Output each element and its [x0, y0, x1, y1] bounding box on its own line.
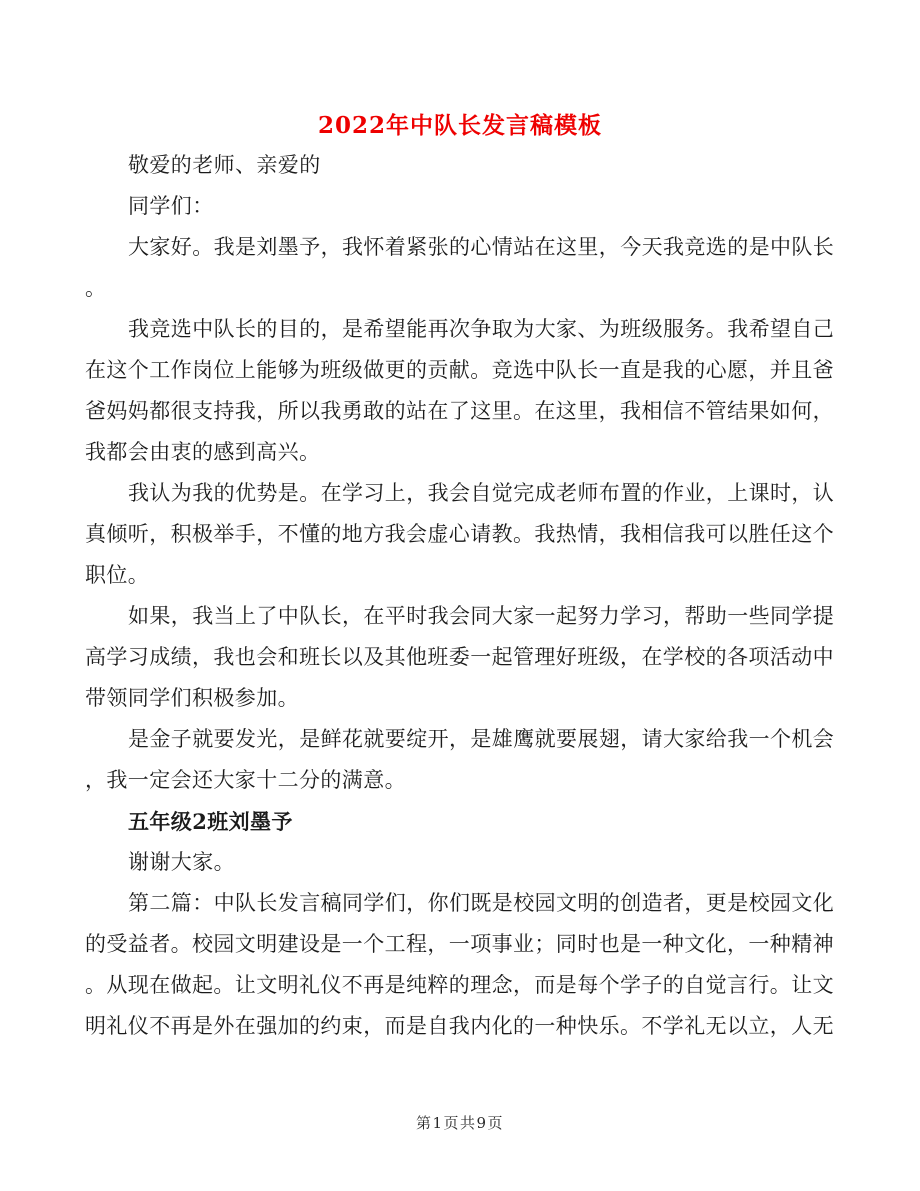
page-number: 第1页共9页 [415, 1114, 505, 1132]
text-line: 爸妈妈都很支持我，所以我勇敢的站在了这里。在这里，我相信不管结果如何， [85, 399, 834, 423]
text-line: 如果，我当上了中队长，在平时我会同大家一起努力学习，帮助一些同学提 [128, 604, 835, 628]
text-line: 高学习成绩，我也会和班长以及其他班委一起管理好班级，在学校的各项活动中 [85, 645, 834, 669]
text-line: 是金子就要发光，是鲜花就要绽开，是雄鹰就要展翅，请大家给我一个机会 [128, 727, 835, 751]
text-line: 带领同学们积极参加。 [85, 686, 299, 710]
text-line: 职位。 [85, 563, 150, 587]
text-line: 真倾听，积极举手，不懂的地方我会虚心请教。我热情，我相信我可以胜任这个 [85, 522, 834, 546]
text-line: 明礼仪不再是外在强加的约束，而是自我内化的一种快乐。不学礼无以立，人无 [85, 1014, 834, 1038]
text-line: 我认为我的优势是。在学习上，我会自觉完成老师布置的作业，上课时，认 [128, 481, 835, 505]
text-line: 同学们： [128, 194, 214, 218]
document-body [85, 145, 837, 1047]
text-line: ，我一定会还大家十二分的满意。 [85, 768, 406, 792]
text-line: 。 [85, 276, 107, 300]
text-line: 五年级2班刘墨予 [128, 809, 293, 834]
text-line: 敬爱的老师、亲爱的 [128, 153, 321, 177]
text-line: 的受益者。校园文明建设是一个工程，一项事业；同时也是一种文化，一种精神 [85, 932, 834, 956]
text-line: 我都会由衷的感到高兴。 [85, 440, 321, 464]
text-line: 第二篇：中队长发言稿同学们，你们既是校园文明的创造者，更是校园文化 [128, 891, 835, 915]
document-title: 2022年中队长发言稿模板 [317, 112, 602, 139]
text-line: 大家好。我是刘墨予，我怀着紧张的心情站在这里，今天我竞选的是中队长 [128, 235, 835, 259]
text-line: 。从现在做起。让文明礼仪不再是纯粹的理念，而是每个学子的自觉言行。让文 [85, 973, 834, 997]
text-line: 谢谢大家。 [128, 850, 235, 874]
text-line: 我竞选中队长的目的，是希望能再次争取为大家、为班级服务。我希望自己 [128, 317, 835, 341]
text-line: 在这个工作岗位上能够为班级做更的贡献。竞选中队长一直是我的心愿，并且爸 [85, 358, 834, 382]
